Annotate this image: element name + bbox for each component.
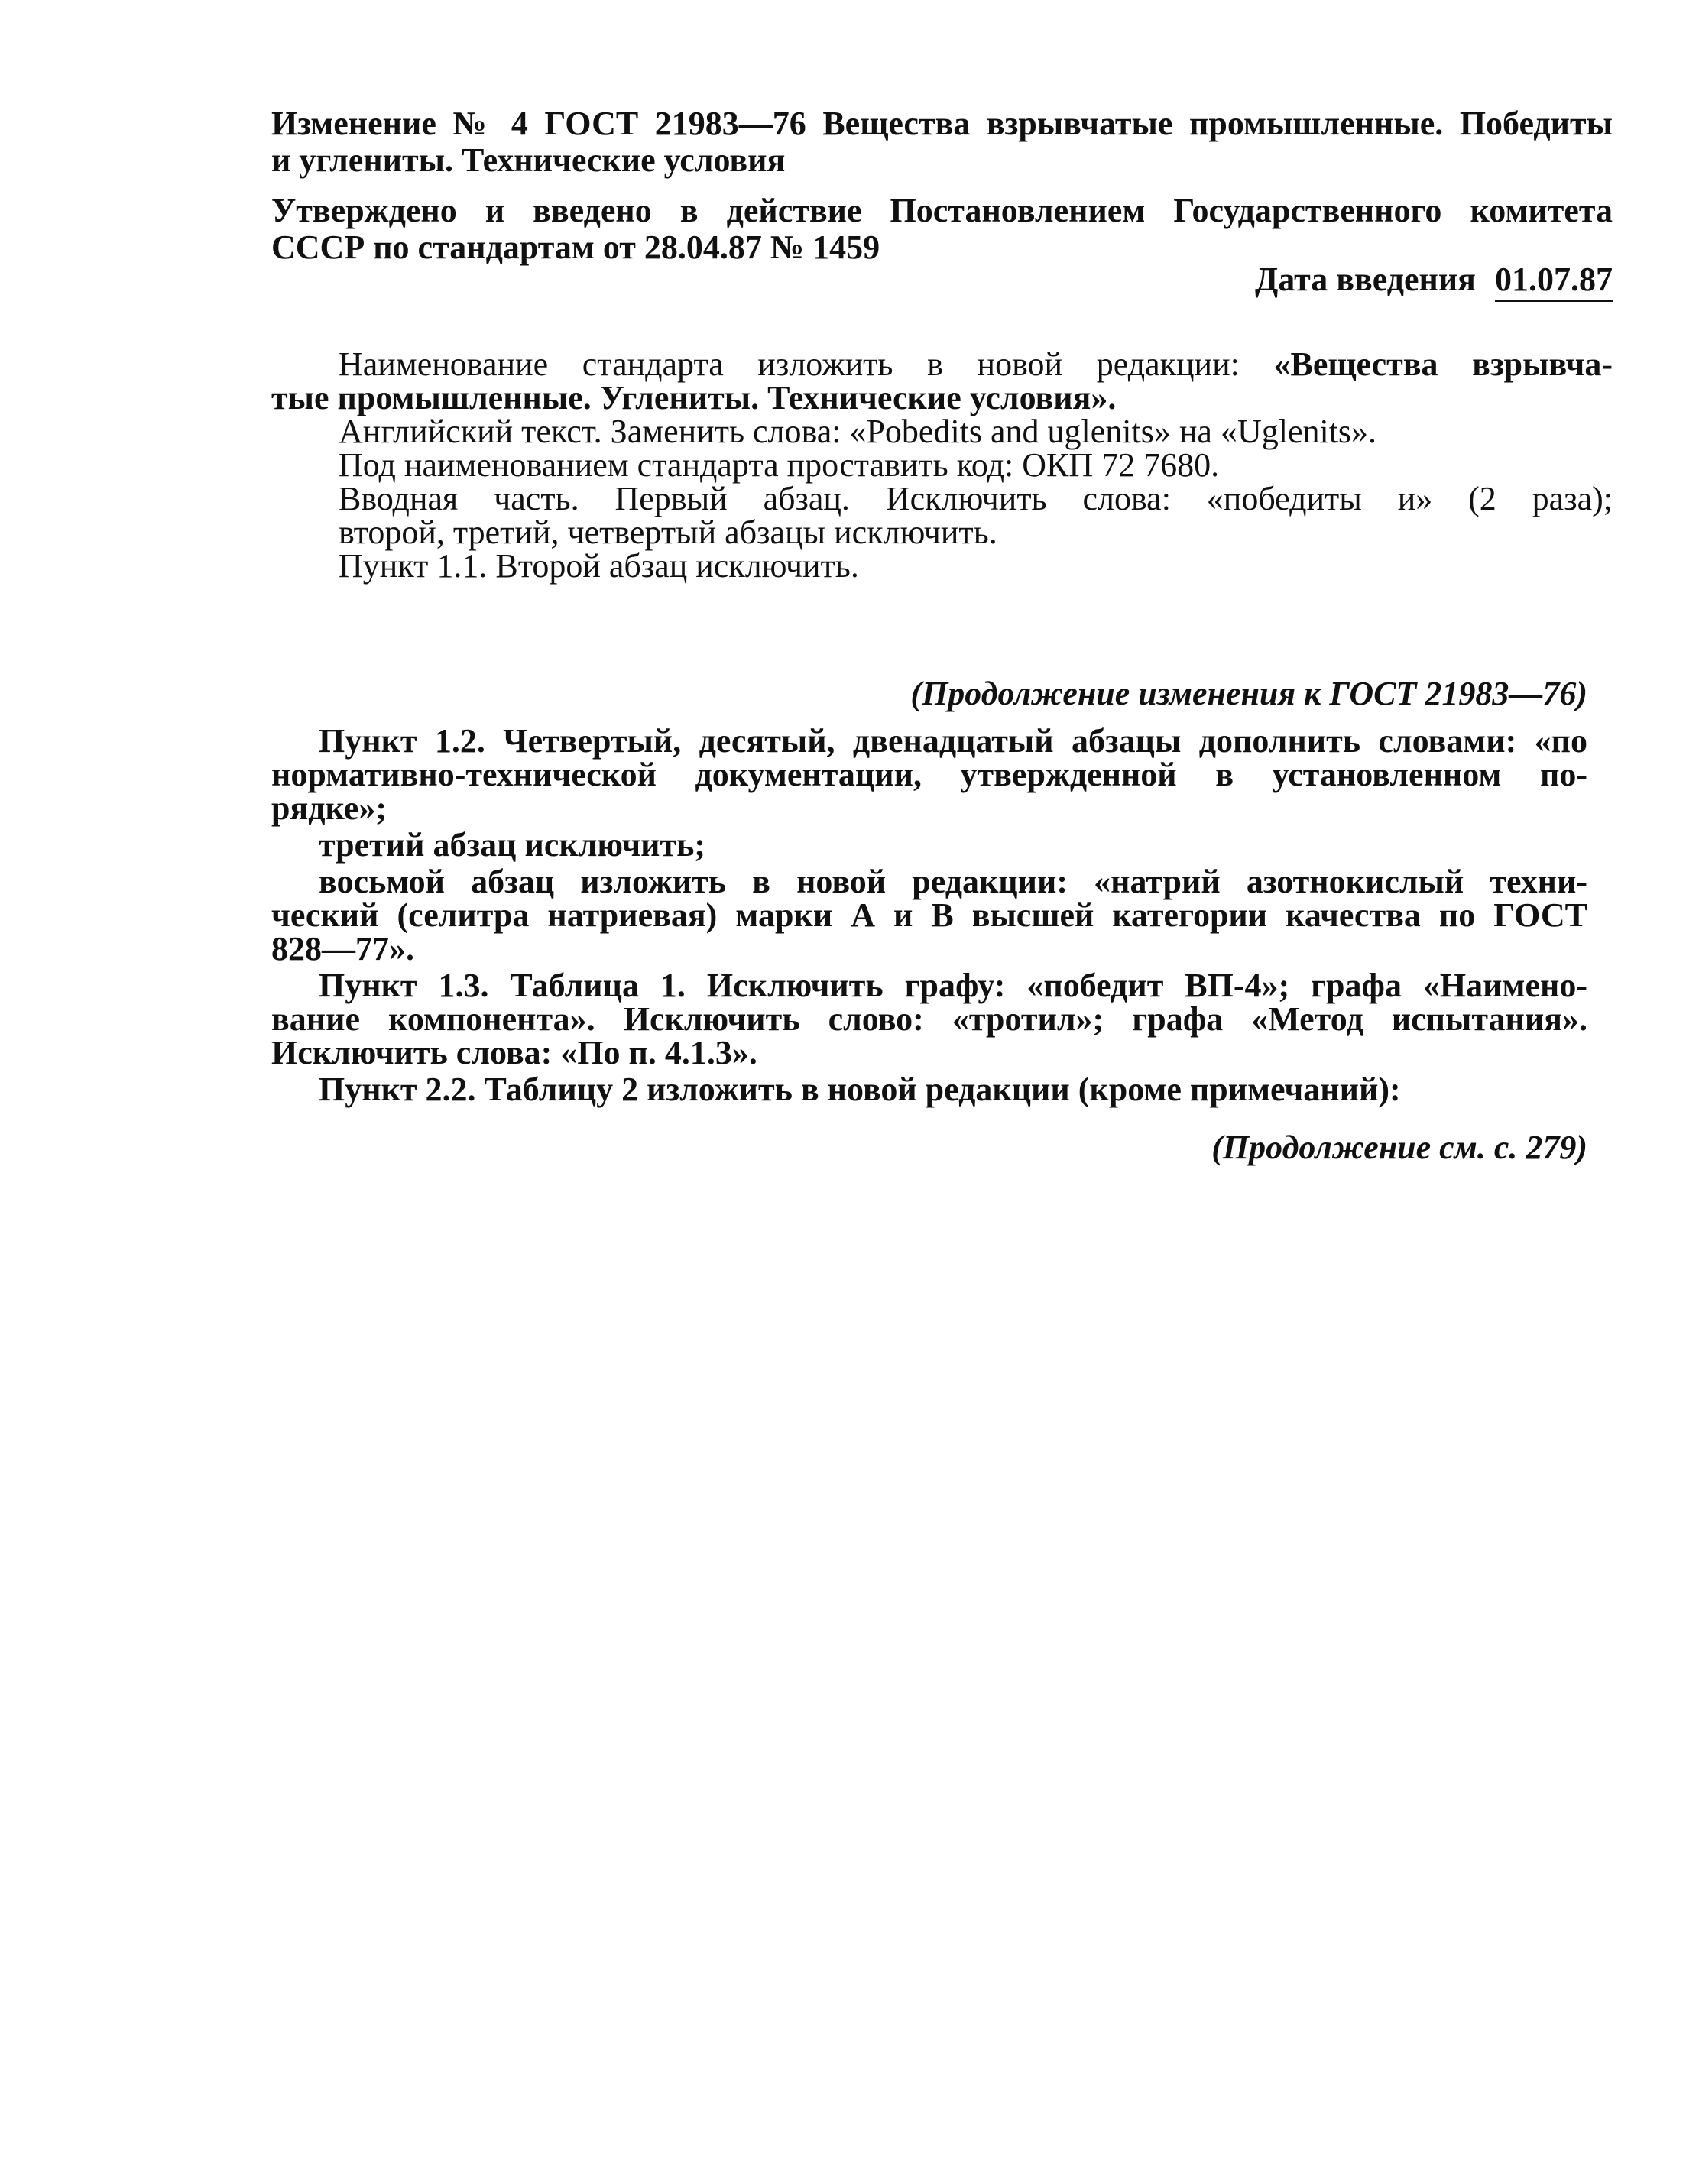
effective-date-value: 01.07.87 (1495, 261, 1613, 302)
part2-paragraph-4-line-3: Исключить слова: «По п. 4.1.3». (271, 1034, 757, 1071)
amendment-part-2 (271, 724, 1587, 1107)
part1-paragraph-1-line-1: Наименование стандарта изложить в новой редакции: «Вещества взрывча- (339, 345, 1613, 383)
continuation-header: (Продолжение изменения к ГОСТ 21983—76) (910, 675, 1587, 712)
title-line-2: и углениты. Технические условия (271, 141, 786, 179)
part2-paragraph-3-line-3: 828—77». (271, 930, 414, 967)
approval-block (271, 194, 1613, 264)
part2-paragraph-5: Пункт 2.2. Таблицу 2 изложить в новой редакции (кроме примечаний): (319, 1071, 1401, 1108)
part1-paragraph-2: Английский текст. Заменить слова: «Pobedits and uglenits» на «Uglenits». (339, 413, 1377, 450)
effective-date (271, 263, 1613, 296)
part2-paragraph-1-line-3: рядке»; (271, 789, 387, 827)
amendment-part-1 (271, 345, 1613, 585)
title-block (271, 107, 1613, 177)
part2-paragraph-3-line-2: ческий (селитра натриевая) марки А и В высшей категории качества по ГОСТ (271, 896, 1587, 934)
part2-paragraph-1-line-1: Пункт 1.2. Четвертый, десятый, двенадцатый абзацы дополнить словами: «по (319, 722, 1587, 760)
part2-paragraph-4-line-1: Пункт 1.3. Таблица 1. Исключить графу: «победит ВП-4»; графа «Наимено- (319, 967, 1587, 1004)
part2-paragraph-1-line-2: нормативно-технической документации, утвержденной в установленном по- (271, 756, 1587, 793)
part1-paragraph-3: Под наименованием стандарта проставить код: ОКП 72 7680. (339, 446, 1220, 484)
approval-line-1: Утверждено и введено в действие Постановлением Государственного комитета (271, 192, 1613, 229)
part2-paragraph-4-line-2: вание компонента». Исключить слово: «тротил»; графа «Метод испытания». (271, 1000, 1587, 1038)
part1-paragraph-4-line-2: второй, третий, четвертый абзацы исключить. (339, 514, 997, 551)
effective-date-label: Дата введения (1254, 261, 1476, 298)
part2-paragraph-2: третий абзац исключить; (319, 826, 706, 864)
continued-note: (Продолжение см. с. 279) (1211, 1129, 1587, 1166)
part1-paragraph-1-line-2: тые промышленные. Углениты. Технические условия». (271, 379, 1117, 416)
title-line-1: Изменение № 4 ГОСТ 21983—76 Вещества взрывчатые промышленные. Победиты (271, 105, 1613, 142)
approval-line-2: СССР по стандартам от 28.04.87 № 1459 (271, 228, 880, 266)
part1-paragraph-5: Пункт 1.1. Второй абзац исключить. (339, 547, 859, 585)
part1-paragraph-4-line-1: Вводная часть. Первый абзац. Исключить слова: «победиты и» (2 раза); (339, 480, 1613, 517)
part2-paragraph-3-line-1: восьмой абзац изложить в новой редакции: «натрий азотнокислый техни- (319, 863, 1587, 900)
